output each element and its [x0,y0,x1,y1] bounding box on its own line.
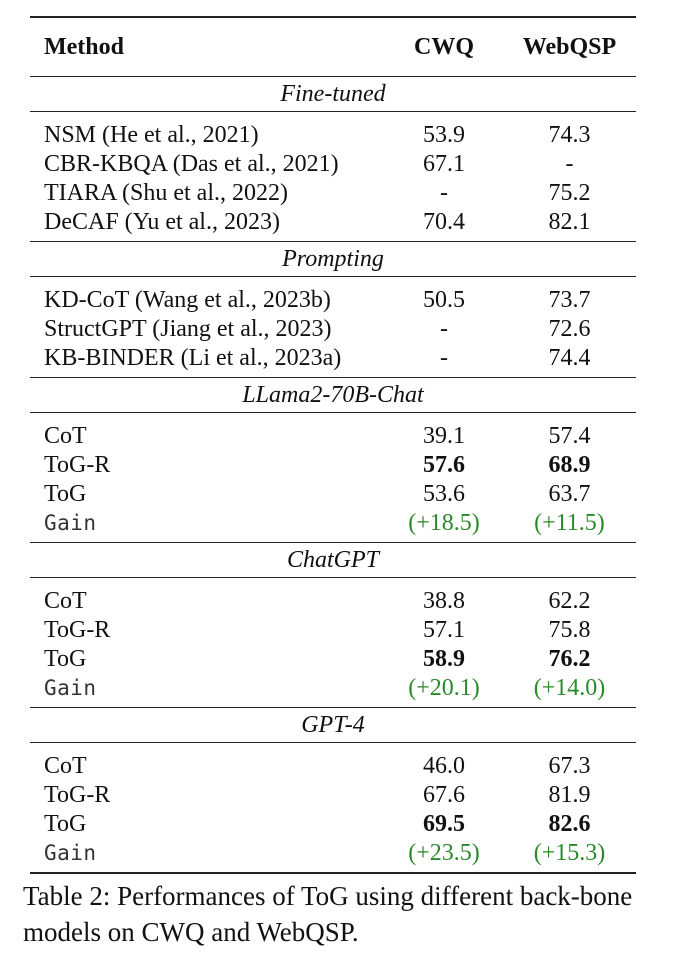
section-title: LLama2-70B-Chat [242,382,424,408]
table-row [30,780,636,809]
section-title: ChatGPT [286,547,379,573]
webqsp-cell: 81.9 [548,781,591,808]
table-row [30,277,636,315]
cwq-cell: 67.6 [423,781,465,808]
table-row [30,149,636,178]
cwq-cell-best: 57.6 [423,451,465,478]
webqsp-cell: - [565,150,574,177]
table-row [30,112,636,150]
method-cell: CBR-KBQA (Das et al., 2021) [44,150,339,177]
webqsp-cell: 82.1 [548,208,591,235]
cwq-cell: 53.9 [423,121,465,148]
cwq-cell: 57.1 [423,616,465,643]
table-row [30,615,636,644]
method-cell: KD-CoT (Wang et al., 2023b) [44,286,331,313]
webqsp-cell: 57.4 [548,422,591,449]
table-row [30,644,636,673]
gain-row [30,838,636,873]
group-gpt4 [30,708,636,874]
webqsp-cell: 67.3 [548,752,591,779]
webqsp-gain: (+15.3) [533,839,606,866]
results-table [30,16,636,874]
cwq-gain: (+23.5) [408,839,480,866]
webqsp-cell-best: 76.2 [548,645,591,672]
cwq-gain: (+18.5) [408,509,480,536]
group-prompting [30,242,636,378]
table-row [30,809,636,838]
section-title: GPT-4 [301,712,365,738]
table-row [30,450,636,479]
cwq-cell: 70.4 [423,208,465,235]
cwq-cell: 50.5 [423,286,465,313]
method-cell: CoT [44,422,87,449]
header-webqsp: WebQSP [522,33,617,60]
cwq-cell: - [440,344,448,371]
table-row [30,178,636,207]
method-cell: ToG [44,645,87,672]
cwq-cell: - [440,315,448,342]
webqsp-cell: 74.4 [548,344,591,371]
group-chatgpt [30,543,636,708]
method-cell: CoT [44,752,87,779]
table-row [30,343,636,378]
method-cell: ToG [44,810,87,837]
method-cell: KB-BINDER (Li et al., 2023a) [44,344,342,371]
cwq-gain: (+20.1) [408,674,480,701]
table-caption: Table 2: Performances of ToG using different back-bone models on CWQ and WebQSP. [23,881,633,947]
results-table-container [30,16,636,874]
section-title: Fine-tuned [280,81,386,107]
webqsp-cell: 72.6 [548,315,591,342]
table-row [30,479,636,508]
table-row [30,207,636,242]
method-cell: CoT [44,587,87,614]
webqsp-cell: 63.7 [548,480,591,507]
method-cell: ToG-R [44,451,111,478]
group-fine-tuned [30,77,636,242]
webqsp-gain: (+11.5) [534,509,605,536]
webqsp-cell: 75.2 [548,179,591,206]
webqsp-cell: 62.2 [548,587,591,614]
method-cell: NSM (He et al., 2021) [44,121,259,148]
table-row [30,413,636,451]
cwq-cell: - [440,179,448,206]
cwq-cell: 53.6 [423,480,465,507]
gain-row [30,673,636,708]
method-cell: DeCAF (Yu et al., 2023) [44,208,280,235]
method-cell: StructGPT (Jiang et al., 2023) [44,315,332,342]
method-cell: ToG-R [44,616,111,643]
method-cell: ToG-R [44,781,111,808]
method-cell: ToG [44,480,87,507]
table-row [30,743,636,781]
section-title: Prompting [282,246,384,272]
webqsp-cell: 73.7 [548,286,591,313]
header-row [30,17,636,77]
gain-label: Gain [44,840,97,865]
method-cell: TIARA (Shu et al., 2022) [44,179,288,206]
table-row [30,578,636,616]
webqsp-cell-best: 68.9 [548,451,591,478]
header-cwq: CWQ [414,33,474,60]
cwq-cell-best: 58.9 [423,645,465,672]
gain-label: Gain [44,510,97,535]
cwq-cell: 39.1 [423,422,465,449]
cwq-cell: 38.8 [423,587,465,614]
cwq-cell: 67.1 [423,150,465,177]
cwq-cell-best: 69.5 [423,810,465,837]
gain-label: Gain [44,675,97,700]
gain-row [30,508,636,543]
webqsp-gain: (+14.0) [533,674,606,701]
webqsp-cell-best: 82.6 [548,810,591,837]
table-row [30,314,636,343]
header-method: Method [44,33,124,60]
webqsp-cell: 74.3 [548,121,591,148]
webqsp-cell: 75.8 [548,616,591,643]
cwq-cell: 46.0 [423,752,465,779]
group-llama2 [30,378,636,543]
